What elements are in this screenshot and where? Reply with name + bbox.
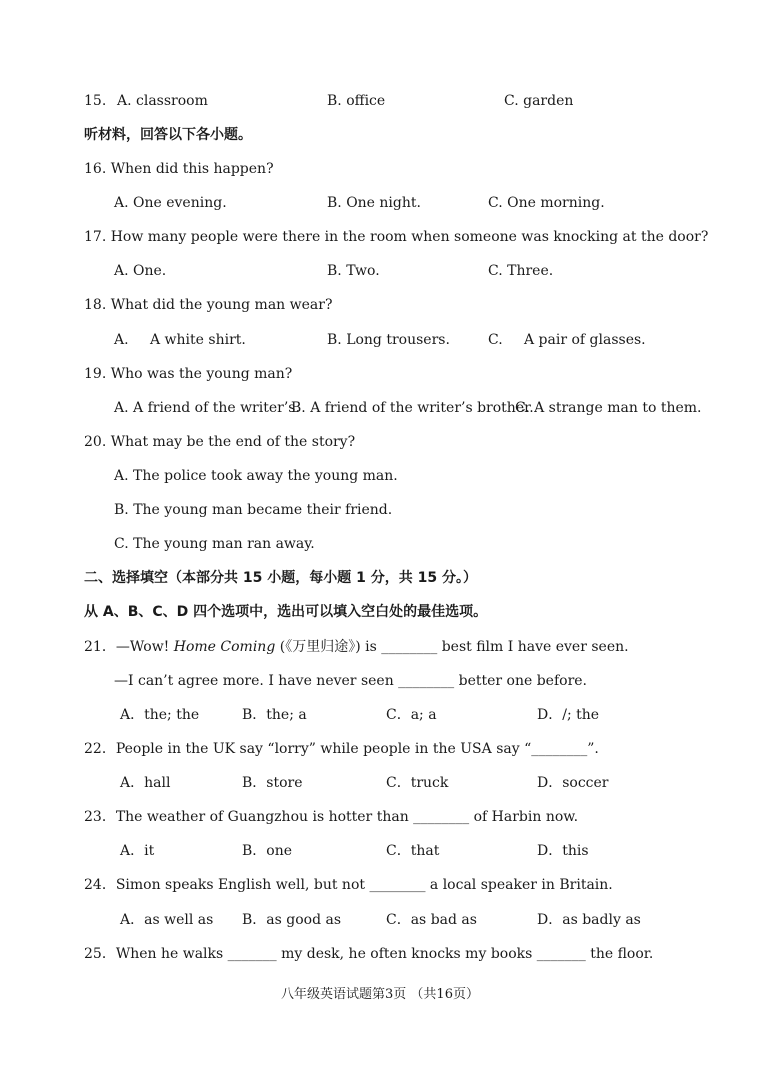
q21-option-a: A．the; the [120,707,200,723]
q18-option-c: A pair of glasses. [524,332,646,348]
q21-post: is ________ best film I have ever seen. [360,639,629,655]
q23-stem: 23．The weather of Guangzhou is hotter than ________ of Harbin now. [84,809,579,825]
q19-stem: 19. Who was the young man? [84,366,293,382]
q18-option-a: A white shirt. [150,332,246,348]
q20-option-a: A. The police took away the young man. [114,468,398,484]
q22-option-a: A．hall [120,775,171,791]
q23-option-b: B．one [242,843,293,859]
q16-option-b: B. One night. [327,195,421,211]
q18-stem: 18. What did the young man wear? [84,297,333,313]
q21-pre: —Wow! [115,639,174,655]
q17-option-b: B. Two. [327,263,380,279]
q25-stem: 25．When he walks _______ my desk, he often knocks my books _______ the floor. [84,946,654,962]
q16-option-c: C. One morning. [488,195,605,211]
q22-option-d: D．soccer [537,775,609,791]
q18-option-c-letter: C. [488,332,503,348]
q23-option-c: C．that [386,843,440,859]
q23-option-a: A．it [120,843,155,859]
q21-option-d: D．/; the [537,707,600,723]
q20-option-c: C. The young man ran away. [114,536,315,552]
q17-stem: 17. How many people were there in the room when someone was knocking at the door? [84,229,709,245]
q19-option-c: C. A strange man to them. [515,400,702,416]
q15-option-b: B. office [327,93,386,109]
q21-number: 21． [84,639,116,655]
q18-option-b: B. Long trousers. [327,332,450,348]
q20-stem: 20. What may be the end of the story? [84,434,356,450]
q24-stem: 24．Simon speaks English well, but not ________ a local speaker in Britain. [84,877,613,893]
q15-number: 15. [84,93,107,109]
q21-chinese-title: (《万里归途》) [279,639,361,655]
q19-option-a: A. A friend of the writer’s. [114,400,300,416]
q18-option-a-letter: A. [114,332,129,348]
q15-option-c: C. garden [504,93,574,109]
q21-option-b: B．the; a [242,707,307,723]
q24-option-d: D．as badly as [537,912,641,928]
q24-option-a: A．as well as [120,912,214,928]
q24-option-b: B．as good as [242,912,342,928]
q16-option-a: A. One evening. [114,195,227,211]
section-listen-heading: 听材料，回答以下各小题。 [84,127,252,143]
section2-instructions: 从 A、B、C、D 四个选项中，选出可以填入空白处的最佳选项。 [84,604,488,620]
q21-line2: —I can’t agree more. I have never seen ________ better one before. [114,673,588,689]
q22-stem: 22．People in the UK say “lorry” while people in the USA say “________”. [84,741,599,757]
q19-option-b: B. A friend of the writer’s brother. [291,400,534,416]
q15-option-a: A. classroom [117,93,208,109]
q23-option-d: D．this [537,843,589,859]
section2-title: 二、选择填空（本部分共 15 小题，每小题 1 分，共 15 分。） [84,570,477,586]
q17-option-c: C. Three. [488,263,554,279]
q24-option-c: C．as bad as [386,912,477,928]
q21-stem [84,638,629,656]
q21-film-title: Home Coming [173,639,276,655]
q16-stem: 16. When did this happen? [84,161,274,177]
q20-option-b: B. The young man became their friend. [114,502,393,518]
q22-option-c: C．truck [386,775,449,791]
q17-option-a: A. One. [114,263,167,279]
q22-option-b: B．store [242,775,303,791]
q21-option-c: C．a; a [386,707,437,723]
page-footer: 八年级英语试题第3页 （共16页） [281,987,479,1002]
